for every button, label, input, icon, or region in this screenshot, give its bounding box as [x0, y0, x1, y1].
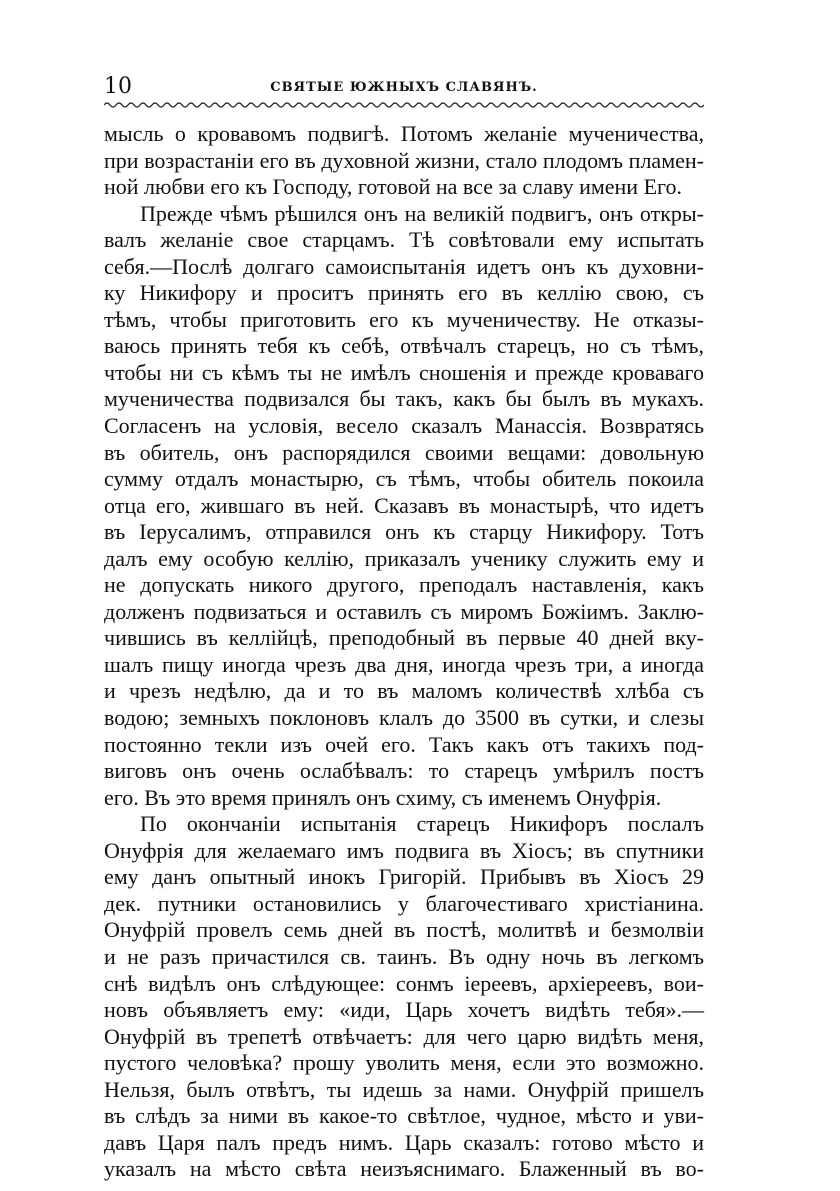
page-number: 10	[104, 74, 132, 99]
text-line: шалъ пищу иногда чрезъ два дня, иногда чрезъ три, а иногда	[104, 651, 704, 677]
text-line: въ Іерусалимъ, отправился онъ къ старцу Никифору. Тотъ	[104, 519, 704, 545]
text-line: указалъ на мѣсто свѣта неизъяснимаго. Блаженный въ во-	[104, 1156, 704, 1182]
text-line: давъ Царя палъ предъ нимъ. Царь сказалъ: готово мѣсто и	[104, 1129, 704, 1155]
text-line: валъ желаніе свое старцамъ. Тѣ совѣтовали ему испытать	[104, 227, 704, 253]
text-line: долженъ подвизаться и оставилъ съ миромъ Божіимъ. Заклю-	[104, 598, 704, 624]
text-line: дек. путники остановились у благочестиваго христіанина.	[104, 890, 704, 916]
text-line: ему данъ опытный инокъ Григорій. Прибывъ въ Хіосъ 29	[104, 864, 704, 890]
text-line: и чрезъ недѣлю, да и то въ маломъ количествѣ хлѣба съ	[104, 678, 704, 704]
text-line: Нельзя, былъ отвѣтъ, ты идешь за нами. Онуфрій пришелъ	[104, 1076, 704, 1102]
text-line: сумму отдалъ монастырю, съ тѣмъ, чтобы обитель покоила	[104, 466, 704, 492]
text-line: постоянно текли изъ очей его. Такъ какъ отъ такихъ под-	[104, 731, 704, 757]
text-line: себя.—Послѣ долгаго самоиспытанія идетъ онъ къ духовни-	[104, 253, 704, 279]
text-line: Онуфрій провелъ семь дней въ постѣ, молитвѣ и безмолвіи	[104, 917, 704, 943]
text-line: пустого человѣка? прошу уволить меня, если это возможно.	[104, 1050, 704, 1076]
text-line: отца его, жившаго въ ней. Сказавъ въ монастырѣ, что идетъ	[104, 492, 704, 518]
text-line: новъ объявляетъ ему: «иди, Царь хочетъ видѣть тебя».—	[104, 997, 704, 1023]
text-line: снѣ видѣлъ онъ слѣдующее: сонмъ іереевъ, архіереевъ, вои-	[104, 970, 704, 996]
text-line: въ обитель, онъ распорядился своими вещами: довольную	[104, 439, 704, 465]
body-text	[104, 121, 704, 1183]
text-line: Согласенъ на условія, весело сказалъ Манассія. Возвратясь	[104, 413, 704, 439]
text-line: далъ ему особую келлію, приказалъ ученику служить ему и	[104, 545, 704, 571]
text-line: чившись въ келлійцѣ, преподобный въ первые 40 дней вку-	[104, 625, 704, 651]
text-line: Онуфрій въ трепетѣ отвѣчаетъ: для чего царю видѣть меня,	[104, 1023, 704, 1049]
wavy-rule	[104, 100, 704, 110]
text-line: чтобы ни съ кѣмъ ты не имѣлъ сношенія и прежде кроваваго	[104, 359, 704, 385]
running-title: СВЯТЫЕ ЮЖНЫХЪ СЛАВЯНЪ.	[270, 80, 538, 95]
text-line: мученичества подвизался бы такъ, какъ бы былъ въ мукахъ.	[104, 386, 704, 412]
text-line: Онуфрія для желаемаго имъ подвига въ Хіосъ; въ спутники	[104, 837, 704, 863]
text-line: водою; земныхъ поклоновъ клалъ до 3500 въ сутки, и слезы	[104, 705, 704, 731]
text-line: не допускать никого другого, преподалъ наставленія, какъ	[104, 572, 704, 598]
text-line: ваюсь принять тебя къ себѣ, отвѣчалъ старецъ, но съ тѣмъ,	[104, 333, 704, 359]
text-line: По окончаніи испытанія старецъ Никифоръ послалъ	[140, 811, 704, 837]
text-line: тѣмъ, чтобы приготовить его къ мученичеству. Не отказы-	[104, 306, 704, 332]
text-line: ку Никифору и проситъ принять его въ келлію свою, съ	[104, 280, 704, 306]
text-line: въ слѣдъ за ними въ какое-то свѣтлое, чудное, мѣсто и уви-	[104, 1103, 704, 1129]
text-line: ной любви его къ Господу, готовой на все за славу имени Его.	[104, 174, 682, 200]
wavy-rule-graphic	[104, 100, 704, 110]
text-line: виговъ онъ очень ослабѣвалъ: то старецъ умѣрилъ постъ	[104, 758, 704, 784]
text-line: при возрастаніи его въ духовной жизни, стало плодомъ пламен-	[104, 147, 704, 173]
text-line: его. Въ это время принялъ онъ схиму, съ именемъ Онуфрія.	[104, 784, 662, 810]
text-line: и не разъ причастился св. таинъ. Въ одну ночь въ легкомъ	[104, 943, 704, 969]
text-line: мысль о кровавомъ подвигѣ. Потомъ желаніе мученичества,	[104, 121, 704, 146]
text-line: Прежде чѣмъ рѣшился онъ на великій подвигъ, онъ откры-	[140, 200, 704, 226]
